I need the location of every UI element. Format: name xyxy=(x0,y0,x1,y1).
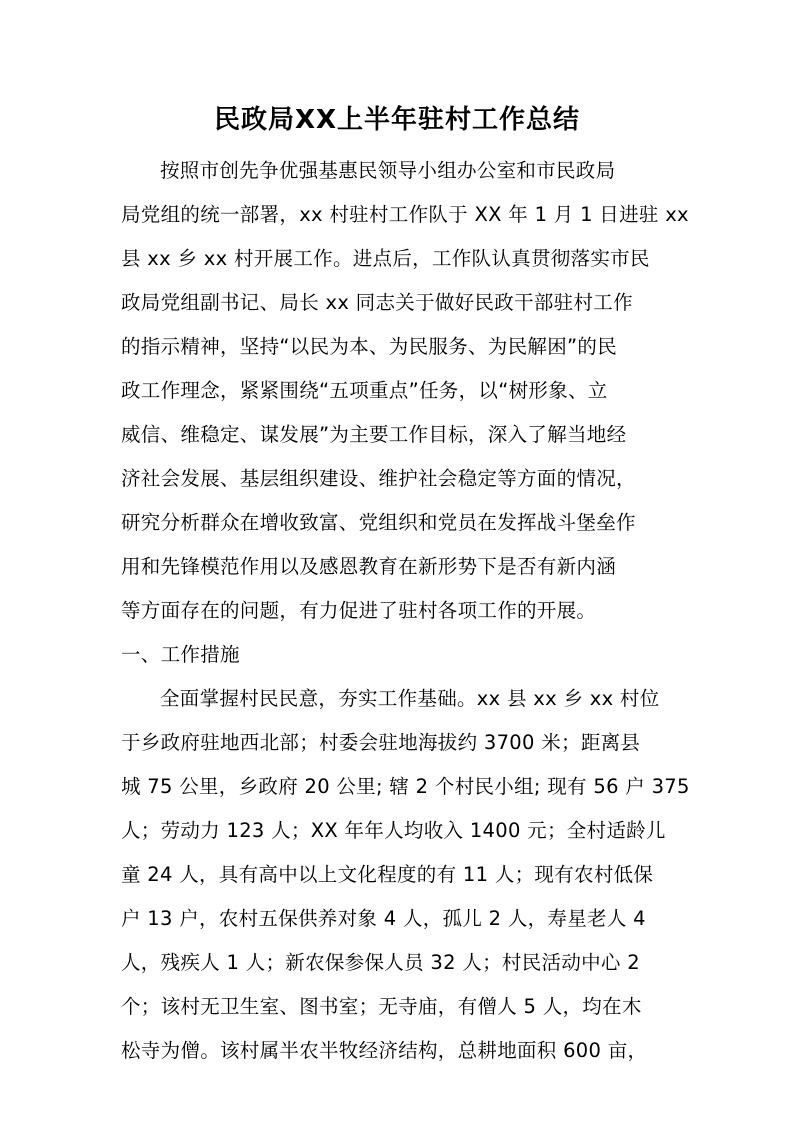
paragraph-line: 户 13 户，农村五保供养对象 4 人，孤儿 2 人，寿星老人 4 xyxy=(121,907,646,930)
paragraph-line: 县 xx 乡 xx 村开展工作。进点后，工作队认真贯彻落实市民 xyxy=(121,247,650,270)
paragraph-line: 济社会发展、基层组织建设、维护社会稳定等方面的情况， xyxy=(121,467,636,490)
paragraph-line: 童 24 人，具有高中以上文化程度的有 11 人；现有农村低保 xyxy=(121,863,654,886)
paragraph-line: 全面掌握村民民意，夯实工作基础。xx 县 xx 乡 xx 村位 xyxy=(160,687,660,710)
paragraph-line: 人；劳动力 123 人；XX 年年人均收入 1400 元；全村适龄儿 xyxy=(121,819,666,842)
paragraph-line: 用和先锋模范作用以及感恩教育在新形势下是否有新内涵 xyxy=(121,555,617,578)
paragraph-line: 按照市创先争优强基惠民领导小组办公室和市民政局 xyxy=(160,159,616,182)
paragraph-line: 政工作理念，紧紧围绕“五项重点”任务，以“树形象、立 xyxy=(121,379,608,402)
paragraph-line: 研究分析群众在增收致富、党组织和党员在发挥战斗堡垒作 xyxy=(121,511,636,534)
paragraph-line: 的指示精神，坚持“以民为本、为民服务、为民解困”的民 xyxy=(121,335,618,358)
paragraph-line: 松寺为僧。该村属半农半牧经济结构，总耕地面积 600 亩， xyxy=(121,1039,648,1062)
paragraph-line: 威信、维稳定、谋发展”为主要工作目标，深入了解当地经 xyxy=(121,423,627,446)
paragraph-line: 等方面存在的问题，有力促进了驻村各项工作的开展。 xyxy=(121,599,597,622)
paragraph-line: 局党组的统一部署，xx 村驻村工作队于 XX 年 1 月 1 日进驻 xx xyxy=(121,203,689,226)
section-heading: 一、工作措施 xyxy=(121,643,240,666)
paragraph-line: 人，残疾人 1 人；新农保参保人员 32 人；村民活动中心 2 xyxy=(121,951,640,974)
paragraph-line: 于乡政府驻地西北部；村委会驻地海拔约 3700 米；距离县 xyxy=(121,731,641,754)
paragraph-line: 政局党组副书记、局长 xx 同志关于做好民政干部驻村工作 xyxy=(121,291,633,314)
paragraph-line: 城 75 公里，乡政府 20 公里; 辖 2 个村民小组; 现有 56 户 375 xyxy=(121,775,690,798)
paragraph-line: 个；该村无卫生室、图书室；无寺庙，有僧人 5 人，均在木 xyxy=(121,995,642,1018)
document-title: 民政局XX上半年驻村工作总结 xyxy=(213,105,581,135)
